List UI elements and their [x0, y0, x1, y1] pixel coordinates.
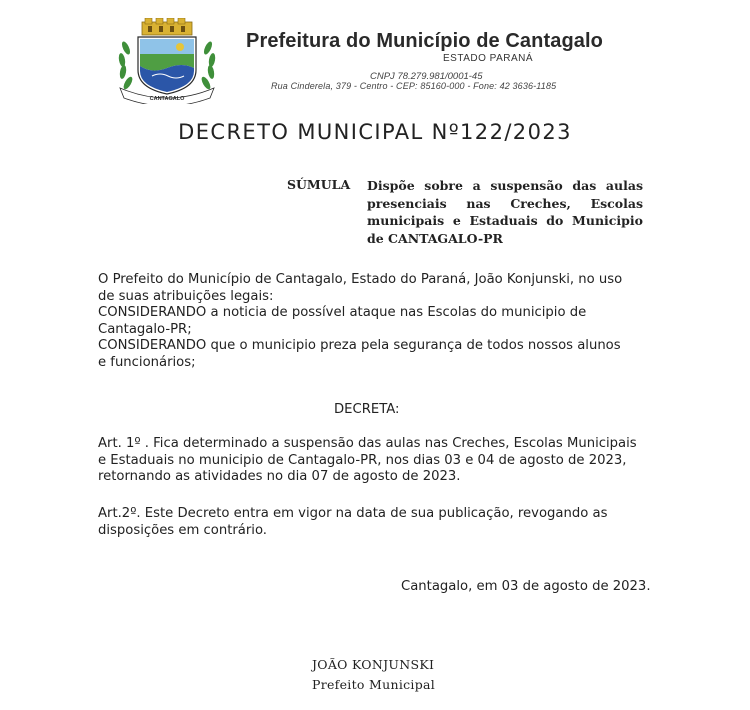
article-line: Art. 1º . Fica determinado a suspensão das aulas nas Creches, Escolas Municipais — [98, 436, 637, 451]
decree-title: DECRETO MUNICIPAL Nº122/2023 — [178, 120, 572, 144]
state-name: ESTADO PARANÁ — [443, 53, 534, 64]
article-2 — [98, 506, 668, 539]
article-line: retornando as atividades no dia 07 de agosto de 2023. — [98, 469, 461, 484]
intro-line: Cantagalo-PR; — [98, 321, 192, 337]
article-line: e Estaduais no municipio de Cantagalo-PR, nos dias 03 e 04 de agosto de 2023, — [98, 452, 627, 468]
laurel-left — [118, 40, 134, 90]
intro-line: e funcionários; — [98, 354, 196, 370]
article-line: disposições em contrário. — [98, 522, 267, 538]
signatory-name: JOÃO KONJUNSKI — [312, 657, 435, 672]
article-1 — [98, 436, 668, 486]
intro-line: de suas atribuições legais: — [98, 288, 274, 304]
signatory-role: Prefeito Municipal — [312, 677, 436, 692]
article-line: Art.2º. Este Decreto entra em vigor na data de sua publicação, revogando as — [98, 506, 608, 521]
sumula-label: SÚMULA — [287, 177, 351, 192]
intro-line: O Prefeito do Município de Cantagalo, Estado do Paraná, João Konjunski, no uso — [98, 272, 623, 287]
cnpj: CNPJ 78.279.981/0001-45 — [370, 71, 483, 82]
laurel-right — [200, 40, 216, 90]
sumula-text: Dispõe sobre a suspensão das aulas presenciais nas Creches, Escolas municipais e Estaduais do Municipio de CANTAGALO-PR — [367, 178, 643, 246]
intro-line: CONSIDERANDO a noticia de possível ataque nas Escolas do municipio de — [98, 305, 587, 320]
dateline: Cantagalo, em 03 de agosto de 2023. — [401, 579, 651, 594]
decreta-heading: DECRETA: — [334, 402, 400, 417]
intro-paragraph — [98, 272, 668, 371]
crown — [142, 18, 192, 35]
address: Rua Cinderela, 379 - Centro - CEP: 85160-000 - Fone: 42 3636-1185 — [271, 81, 557, 91]
crest-banner-text: CANTAGALO — [149, 96, 185, 102]
intro-line: CONSIDERANDO que o municipio preza pela segurança de todos nossos alunos — [98, 338, 621, 353]
municipality-name: Prefeitura do Município de Cantagalo — [246, 30, 603, 52]
